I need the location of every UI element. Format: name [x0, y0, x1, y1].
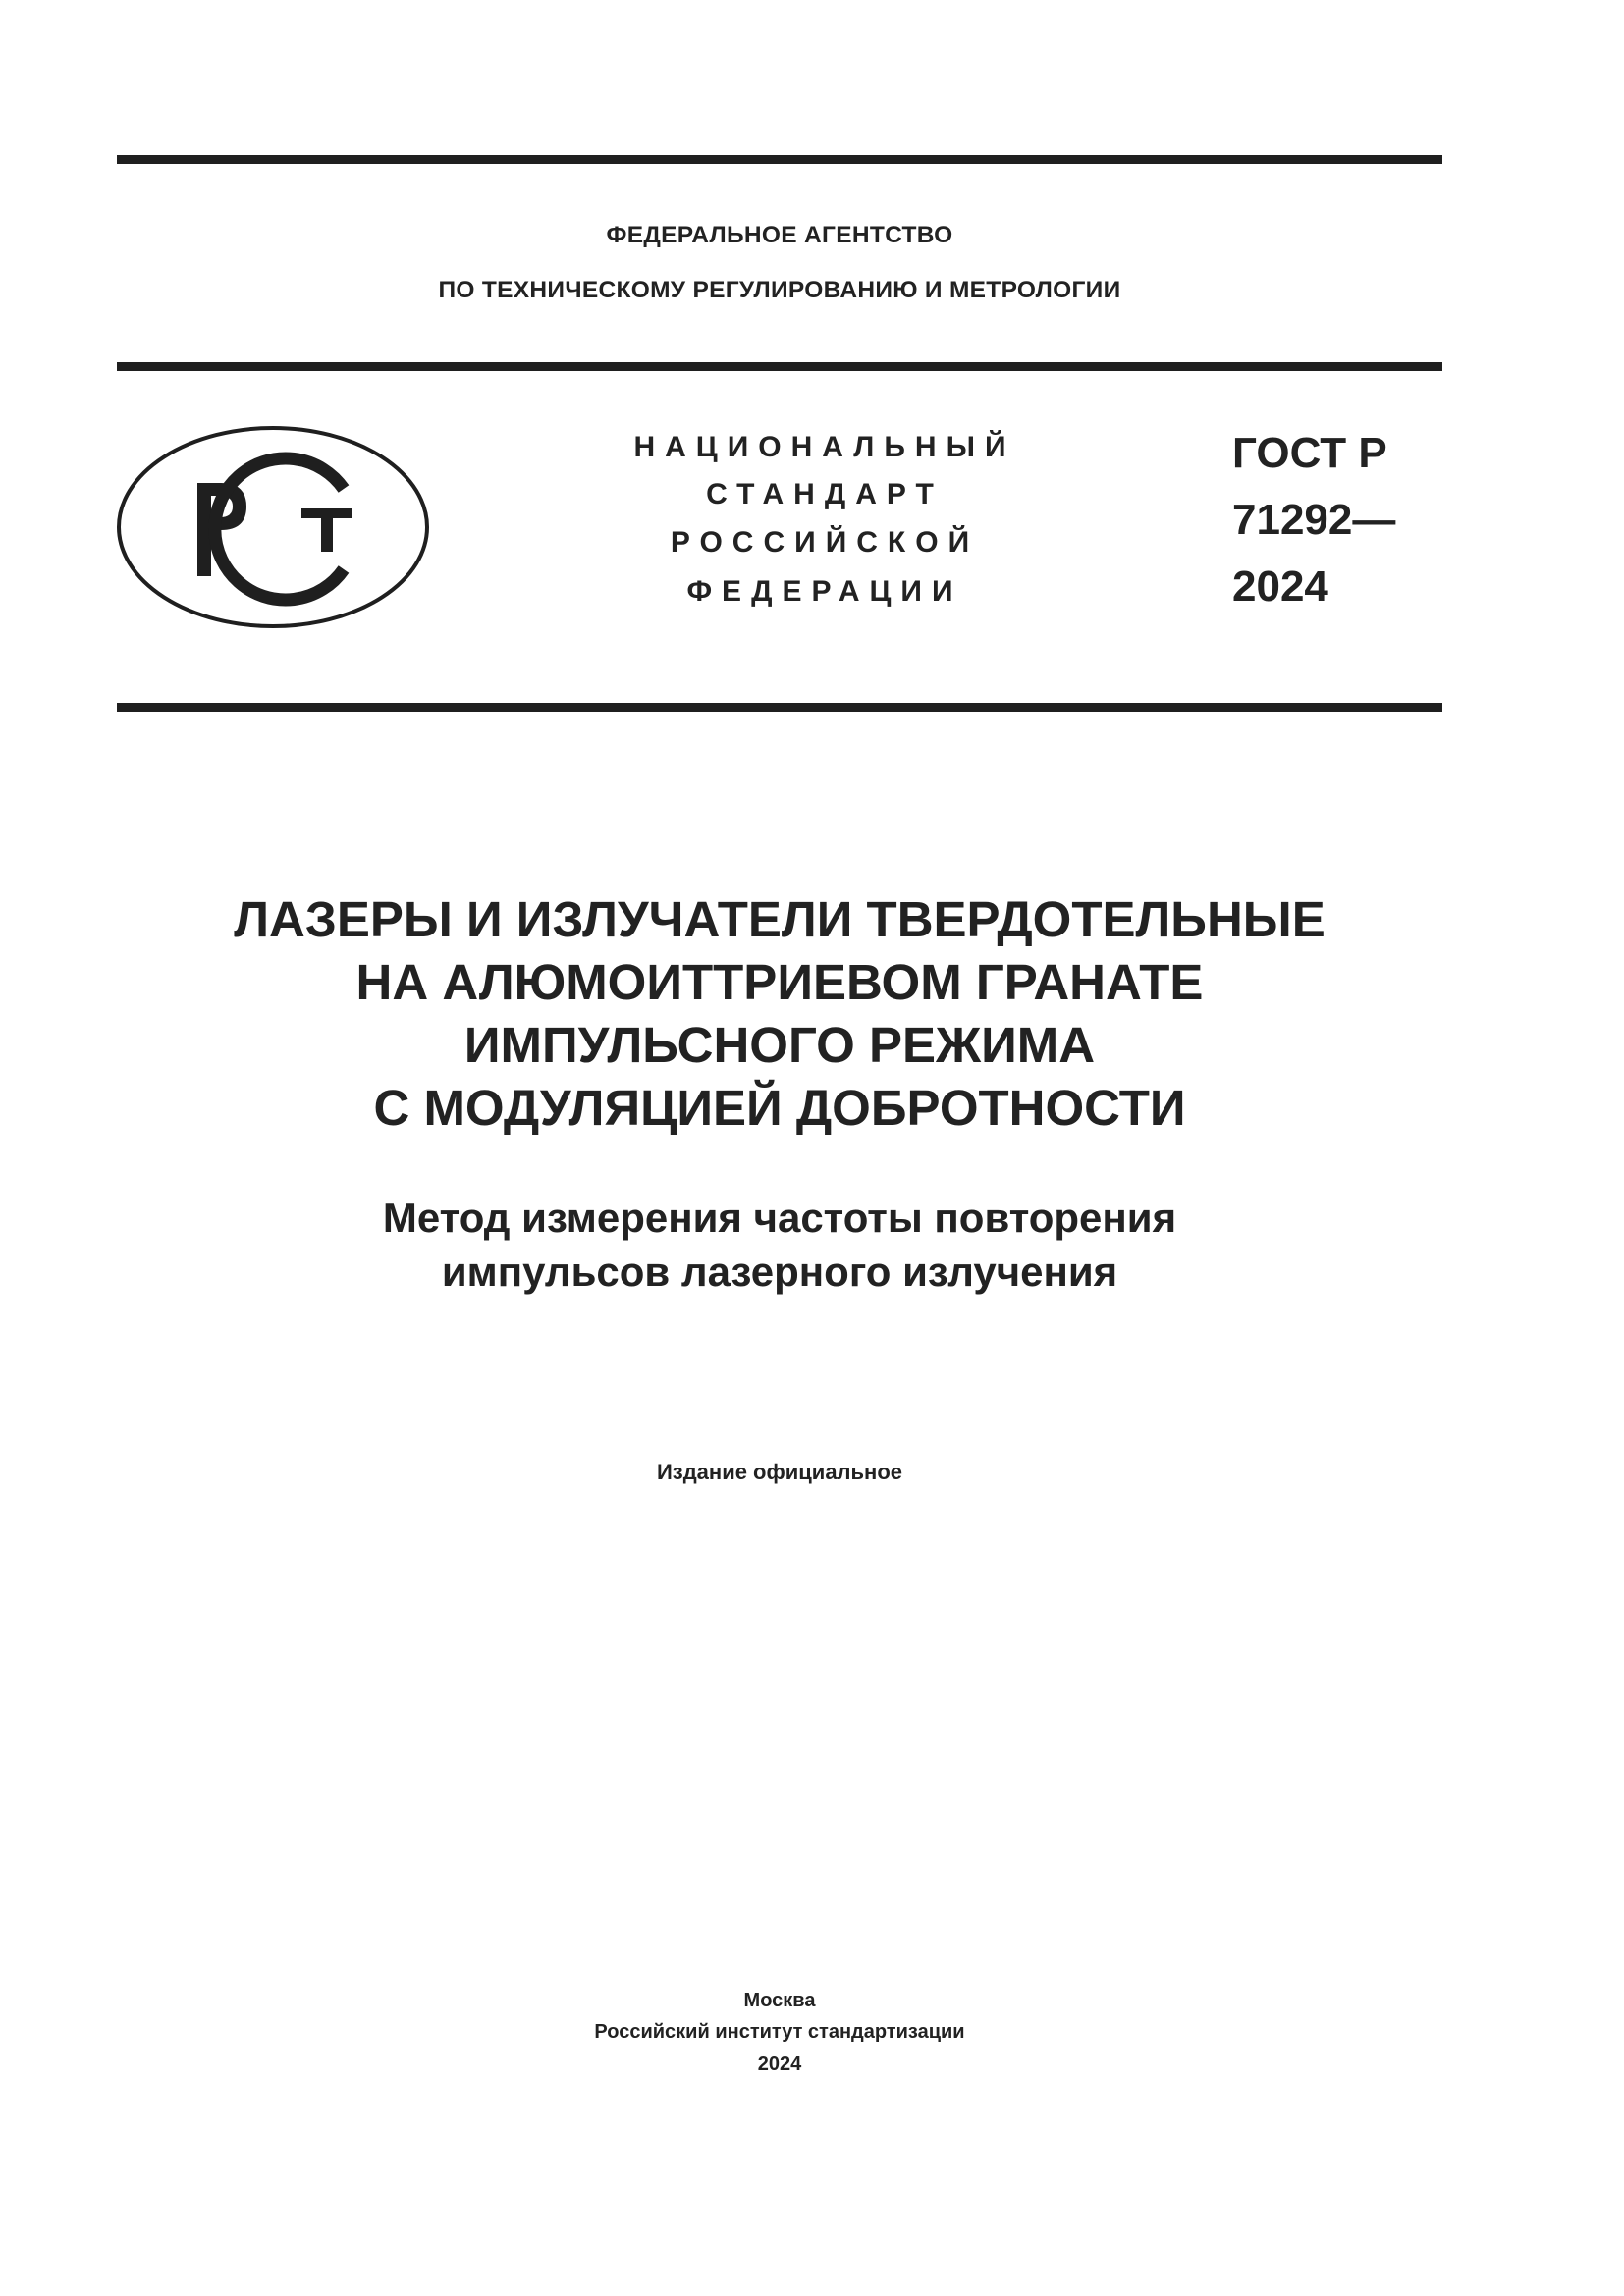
document-title [117, 888, 1442, 1140]
document-subtitle [117, 1191, 1442, 1299]
document-subtitle-line-1: Метод измерения частоты повторения [382, 1195, 1177, 1241]
middle-divider [117, 362, 1442, 371]
top-divider [117, 155, 1442, 164]
agency-name-line-1: ФЕДЕРАЛЬНОЕ АГЕНТСТВО [606, 222, 953, 248]
edition-note: Издание официальное [656, 1460, 903, 1484]
standard-designation-line-3: 2024 [1232, 562, 1328, 611]
national-standard-line-3: РОССИЙСКОЙ [670, 526, 980, 559]
gost-r-certification-mark-icon [115, 424, 431, 630]
imprint-city: Москва [743, 1990, 816, 2011]
standard-designation-line-2: 71292— [1232, 496, 1396, 544]
imprint-publisher: Российский институт стандартизации [594, 2021, 965, 2043]
national-standard-line-4: ФЕДЕРАЦИИ [686, 575, 963, 608]
document-title-line-3: ИМПУЛЬСНОГО РЕЖИМА [463, 1017, 1096, 1073]
document-subtitle-line-2: импульсов лазерного излучения [441, 1249, 1118, 1295]
national-standard-line-1: НАЦИОНАЛЬНЫЙ [633, 431, 1016, 463]
imprint-year: 2024 [757, 2054, 802, 2075]
national-standard-line-2: СТАНДАРТ [706, 478, 944, 510]
standard-designation-line-1: ГОСТ Р [1232, 429, 1387, 477]
document-title-line-4: С МОДУЛЯЦИЕЙ ДОБРОТНОСТИ [373, 1080, 1186, 1136]
agency-name-line-2: ПО ТЕХНИЧЕСКОМУ РЕГУЛИРОВАНИЮ И МЕТРОЛОГИИ [438, 277, 1121, 303]
document-title-line-1: ЛАЗЕРЫ И ИЗЛУЧАТЕЛИ ТВЕРДОТЕЛЬНЫЕ [234, 891, 1326, 947]
document-title-line-2: НА АЛЮМОИТТРИЕВОМ ГРАНАТЕ [355, 954, 1204, 1010]
bottom-divider [117, 703, 1442, 712]
